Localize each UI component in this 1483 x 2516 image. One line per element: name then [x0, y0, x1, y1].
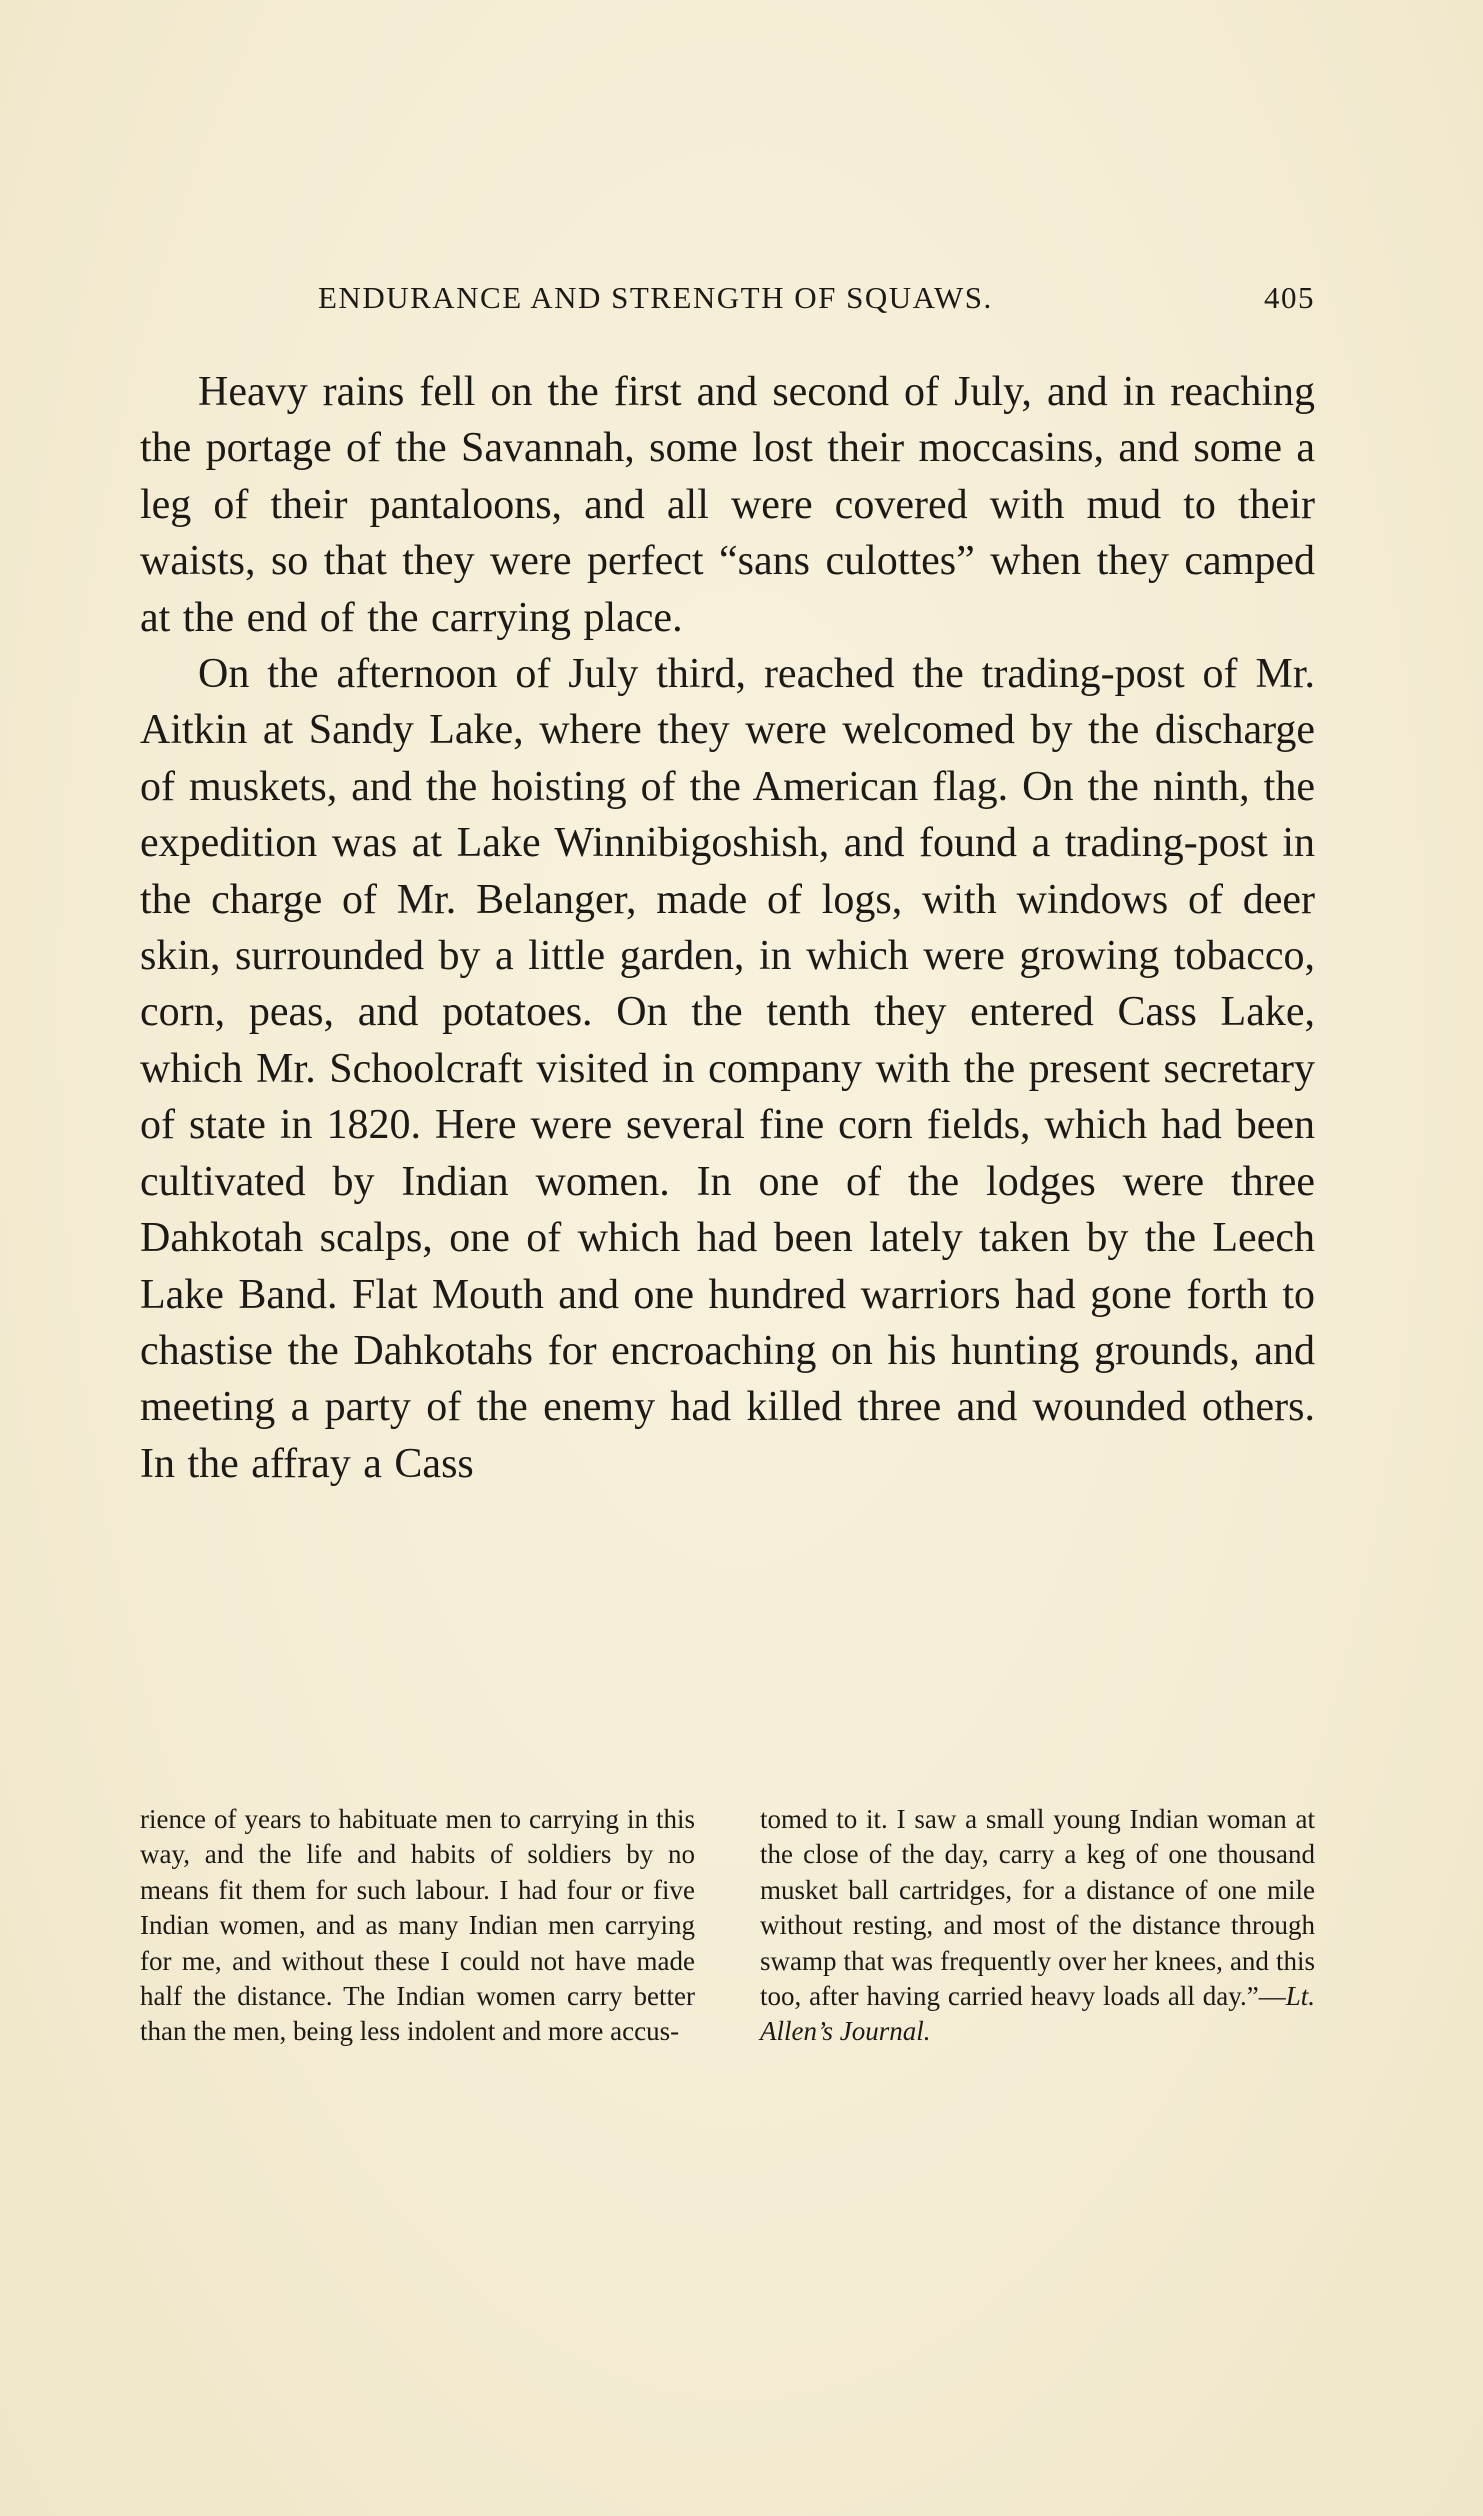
paragraph: On the afternoon of July third, reached the trading-post of Mr. Aitkin at Sandy Lake, where they were welcomed by the discharge of muskets, and the hoisting of the American flag. On the ninth, the expedition was at Lake Winnibigoshish, and found a trading-post in the charge of Mr. Belanger, made of logs, with windows of deer skin, surrounded by a little garden, in which were growing tobacco, corn, peas, and potatoes. On the tenth they entered Cass Lake, which Mr. Schoolcraft visited in company with the present secretary of state in 1820. Here were several fine corn fields, which had been cultivated by Indian women. In one of the lodges were three Dahkotah scalps, one of which had been lately taken by the Leech Lake Band. Flat Mouth and one hundred warriors had gone forth to chastise the Dahkotahs for encroaching on his hunting grounds, and meeting a party of the enemy had killed three and wounded others. In the affray a Cass — [140, 651, 1315, 1487]
paragraph: Heavy rains fell on the first and second of July, and in reaching the portage of the Savannah, some lost their moccasins, and some a leg of their pantaloons, and all were covered with mud to their waists, so that they were perfect “sans culottes” when they camped at the end of the carrying place. — [140, 369, 1315, 641]
main-text — [140, 364, 1315, 1492]
footnote-right-text: tomed to it. I saw a small young Indian woman at the close of the day, carry a keg of one thousand musket ball cartridges, for a distance of one mile without resting, and most of the distance through swamp that was frequently over her knees, and this too, after having carried heavy loads all day.”— — [760, 1804, 1315, 2012]
running-head — [140, 280, 1315, 320]
footnote — [140, 1802, 1315, 2050]
footnote-citation: Lt. Allen’s Journal. — [760, 1981, 1315, 2047]
footnote-right-column — [760, 1802, 1315, 2050]
footnote-left-column: rience of years to habituate men to carrying in this way, and the life and habits of soldiers by no means fit them for such labour. I had four or five Indian women, and as many Indian men carrying for me, and without these I could not have made half the distance. The Indian women carry better than the men, being less indolent and more accus- — [140, 1804, 695, 2047]
page-number: 405 — [1264, 280, 1315, 315]
running-title: ENDURANCE AND STRENGTH OF SQUAWS. — [318, 280, 993, 315]
